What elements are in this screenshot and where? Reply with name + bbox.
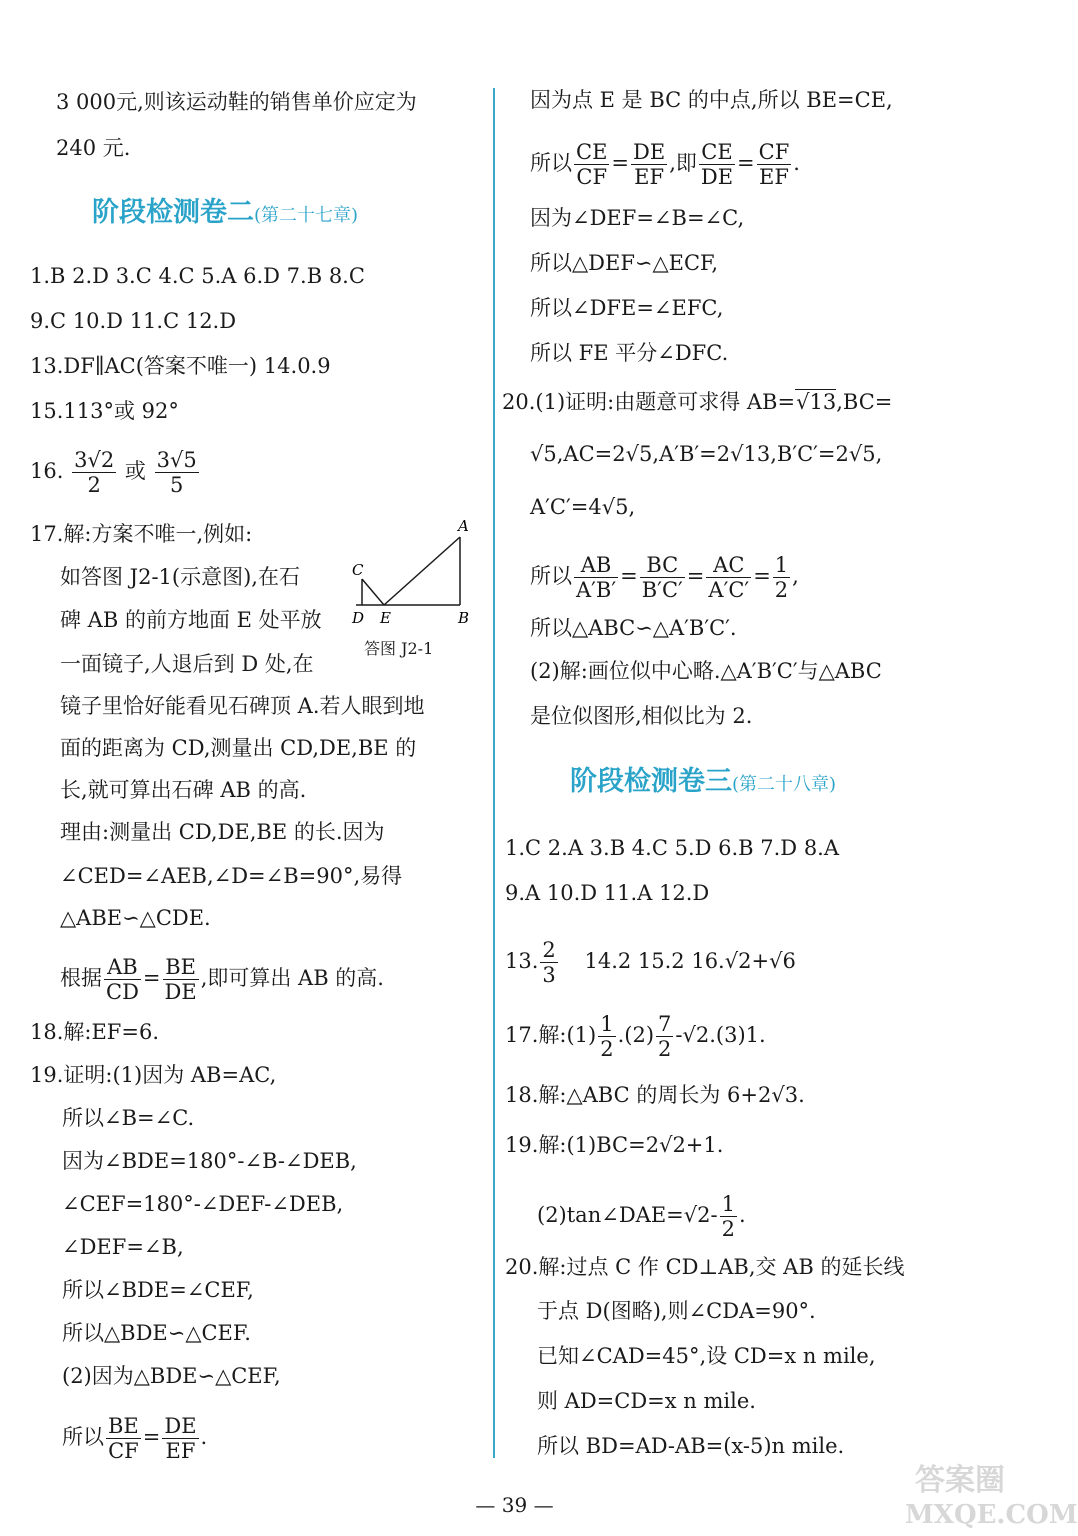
answer-19-line-8: (2)因为△BDE∽△CEF, — [62, 1364, 281, 1388]
fraction — [757, 140, 792, 189]
intro-line-1: 3 000元,则该运动鞋的销售单价应定为 — [56, 90, 417, 114]
fraction — [640, 553, 685, 602]
r-answer-20-line-5: 所以△ABC∽△A′B′C′. — [530, 616, 737, 640]
label-c: C — [352, 561, 364, 579]
fraction-den: CF — [108, 1439, 139, 1463]
fraction-den: 5 — [169, 473, 184, 497]
text: ,即 — [669, 151, 697, 175]
fraction-num: 2 — [542, 938, 556, 962]
equals: = — [611, 151, 630, 175]
answer-19-line-6: 所以∠BDE=∠CEF, — [62, 1278, 254, 1302]
r-answer-20b-line-1: 20.解:过点 C 作 CD⊥AB,交 AB 的延长线 — [505, 1255, 905, 1279]
fraction-num: DE — [164, 1414, 197, 1438]
fraction — [163, 955, 199, 1004]
answer-17-line-3: 碑 AB 的前方地面 E 处平放 — [60, 608, 322, 632]
fraction — [540, 938, 557, 987]
text: 17.解:(1) — [505, 1023, 597, 1047]
answer-19-line-9 — [62, 1414, 207, 1463]
fraction — [574, 140, 609, 189]
fraction-den: EF — [759, 165, 789, 189]
r-answer-20b-line-2: 于点 D(图略),则∠CDA=90°. — [537, 1299, 816, 1323]
fraction-num: CE — [576, 140, 608, 164]
fraction-num: CF — [758, 140, 790, 164]
answer-19-line-4: ∠CEF=180°-∠DEF-∠DEB, — [62, 1192, 344, 1216]
fraction-num: CE — [699, 140, 735, 165]
answer-19-line-1: 19.证明:(1)因为 AB=AC, — [30, 1063, 277, 1087]
fraction-den: 2 — [721, 1217, 735, 1241]
section3-title-text: 阶段检测卷三 — [570, 766, 732, 797]
fraction-num: AC — [706, 553, 751, 578]
text: 13. — [505, 949, 539, 973]
fraction-den: 2 — [87, 473, 101, 497]
text: . — [738, 1203, 746, 1227]
answer-18: 18.解:EF=6. — [30, 1020, 160, 1044]
mc-answers-row-2: 9.C 10.D 11.C 12.D — [30, 309, 237, 333]
fraction-den: A′B′ — [576, 578, 617, 602]
r-answer-20b-line-5: 所以 BD=AD-AB=(x-5)n mile. — [537, 1434, 845, 1458]
answer-19-line-2: 所以∠B=∠C. — [62, 1106, 195, 1130]
fraction — [720, 1192, 737, 1241]
label-e: E — [380, 609, 391, 627]
equals: = — [620, 564, 638, 588]
fraction — [155, 448, 199, 497]
fraction — [574, 553, 618, 602]
fraction-num: 1 — [774, 553, 789, 577]
answer-17-line-1: 17.解:方案不唯一,例如: — [30, 522, 253, 546]
equals: = — [686, 564, 705, 588]
answer-17-line-8: 理由:测量出 CD,DE,BE 的长.因为 — [60, 820, 385, 844]
text: . — [200, 1425, 208, 1449]
answer-19-line-3: 因为∠BDE=180°-∠B-∠DEB, — [62, 1149, 357, 1173]
intro-line-2: 240 元. — [56, 136, 131, 160]
fraction-num: 1 — [721, 1192, 735, 1216]
fraction-den: B′C′ — [641, 578, 683, 602]
watermark-logo: 答案圈 — [915, 1463, 1005, 1498]
fraction-den: DE — [164, 980, 197, 1004]
label-a: A — [458, 517, 469, 535]
fraction-den: 2 — [658, 1037, 672, 1061]
equals: = — [737, 151, 755, 175]
r-line-1: 因为点 E 是 BC 的中点,所以 BE=CE, — [530, 88, 893, 112]
fraction-num: BC — [640, 553, 685, 578]
r-answer-20-line-2: √5,AC=2√5,A′B′=2√13,B′C′=2√5, — [530, 442, 883, 466]
fraction — [631, 140, 667, 189]
equals: = — [142, 1425, 161, 1449]
section3-subtitle: (第二十八章) — [732, 774, 837, 795]
r-answer-20-line-4 — [530, 553, 799, 602]
fraction-den: 2 — [774, 578, 789, 602]
fraction-num: AB — [104, 955, 141, 980]
answer-17-line-4: 一面镜子,人退后到 D 处,在 — [60, 652, 314, 676]
text: 所以 — [530, 151, 572, 175]
fraction — [106, 1414, 141, 1463]
fraction-num: 3√2 — [74, 448, 115, 472]
fraction-num: BE — [108, 1414, 139, 1438]
text: ,BC= — [836, 390, 893, 414]
answer-15: 15.113°或 92° — [30, 399, 179, 423]
fraction — [656, 1012, 673, 1061]
equals: = — [753, 564, 771, 588]
fraction-den: EF — [634, 165, 665, 189]
section2-title-text: 阶段检测卷二 — [92, 197, 254, 228]
r-answer-20b-line-4: 则 AD=CD=x n mile. — [537, 1389, 756, 1413]
fraction-den: 3 — [542, 963, 556, 987]
fraction — [72, 448, 116, 497]
r-line-6: 所以 FE 平分∠DFC. — [530, 341, 729, 365]
answer-17-line-7: 长,就可算出石碑 AB 的高. — [60, 778, 307, 802]
r-answer-20b-line-3: 已知∠CAD=45°,设 CD=x n mile, — [537, 1344, 876, 1368]
mc-answers-row-1: 1.B 2.D 3.C 4.C 5.A 6.D 7.B 8.C — [30, 264, 365, 288]
answer-17-line-2: 如答图 J2-1(示意图),在石 — [60, 565, 300, 589]
answer-17-line-11 — [60, 955, 384, 1004]
answer-17-line-9: ∠CED=∠AEB,∠D=∠B=90°,易得 — [60, 864, 403, 888]
answer-17-line-5: 镜子里恰好能看见石碑顶 A.若人眼到地 — [60, 694, 425, 718]
r-answer-13-16 — [505, 938, 796, 987]
text: ,即可算出 AB 的高. — [200, 966, 384, 990]
r-line-3: 因为∠DEF=∠B=∠C, — [530, 206, 745, 230]
fraction-den: DE — [700, 165, 734, 189]
fraction-den: A′C′ — [708, 578, 750, 602]
fraction-num: 1 — [600, 1012, 614, 1036]
fraction — [773, 553, 790, 602]
text: . — [793, 151, 800, 175]
r-line-5: 所以∠DFE=∠EFC, — [530, 296, 724, 320]
answer-16-or: 或 — [124, 459, 146, 483]
r-answer-17 — [505, 1012, 766, 1061]
fraction-num: 3√5 — [156, 448, 197, 472]
mc3-answers-row-1: 1.C 2.A 3.B 4.C 5.D 6.B 7.D 8.A — [505, 836, 840, 860]
r-answer-18: 18.解:△ABC 的周长为 6+2√3. — [505, 1083, 805, 1107]
section2-subtitle: (第二十七章) — [254, 205, 359, 226]
line-ec — [362, 579, 384, 605]
section3-title — [570, 764, 836, 803]
r-line-2 — [530, 140, 800, 189]
page-number: — 39 — — [475, 1493, 554, 1517]
r-answer-20-line-7: 是位似图形,相似比为 2. — [530, 704, 753, 728]
fraction — [104, 955, 141, 1004]
r-answer-19-line-1: 19.解:(1)BC=2√2+1. — [505, 1133, 724, 1157]
fraction-num: DE — [633, 140, 666, 164]
answer-17-line-10: △ABE∽△CDE. — [60, 906, 211, 930]
answer-19-line-7: 所以△BDE∽△CEF. — [62, 1321, 251, 1345]
fraction-num: BE — [163, 955, 199, 980]
watermark-url: MXQE.COM — [905, 1500, 1078, 1530]
fraction-num: 7 — [658, 1012, 672, 1036]
section2-title — [92, 195, 358, 234]
fraction — [162, 1414, 198, 1463]
text: (2)tan∠DAE=√2- — [537, 1203, 718, 1227]
text: 根据 — [60, 966, 102, 990]
r-answer-19-line-2 — [537, 1192, 746, 1241]
text: 20.(1)证明:由题意可求得 AB= — [502, 390, 796, 414]
answer-19-line-5: ∠DEF=∠B, — [62, 1235, 184, 1259]
equals: = — [142, 966, 161, 990]
r-answer-20-line-3: A′C′=4√5, — [530, 495, 636, 519]
answer-16 — [30, 448, 201, 497]
column-divider — [493, 88, 495, 1458]
r-answer-20-line-6: (2)解:画位似中心略.△A′B′C′与△ABC — [530, 659, 882, 683]
text: , — [792, 564, 799, 588]
figure-caption: 答图 J2-1 — [364, 639, 434, 658]
fraction-den: CD — [106, 980, 139, 1004]
fraction-num: AB — [574, 553, 618, 578]
text: 所以 — [62, 1425, 104, 1449]
text: 所以 — [530, 564, 572, 588]
answer-16-label: 16. — [30, 459, 64, 483]
label-d: D — [352, 609, 365, 627]
fraction — [598, 1012, 615, 1061]
text: .(2) — [617, 1023, 655, 1047]
fraction-den: CF — [576, 165, 608, 189]
sqrt-value: √13 — [796, 390, 837, 414]
mc3-answers-row-2: 9.A 10.D 11.A 12.D — [505, 881, 710, 905]
answer-17-line-6: 面的距离为 CD,测量出 CD,DE,BE 的 — [60, 736, 417, 760]
fraction — [699, 140, 735, 189]
fraction-den: 2 — [600, 1037, 614, 1061]
label-b: B — [458, 609, 470, 627]
r-answer-20-line-1 — [502, 388, 892, 416]
fraction-den: EF — [165, 1439, 196, 1463]
r-line-4: 所以△DEF∽△ECF, — [530, 251, 719, 275]
fraction — [706, 553, 751, 602]
text: -√2.(3)1. — [675, 1023, 766, 1047]
text: 14.2 15.2 16.√2+√6 — [584, 949, 796, 973]
answer-13-14: 13.DF∥AC(答案不唯一) 14.0.9 — [30, 354, 331, 378]
line-ae — [384, 537, 460, 605]
